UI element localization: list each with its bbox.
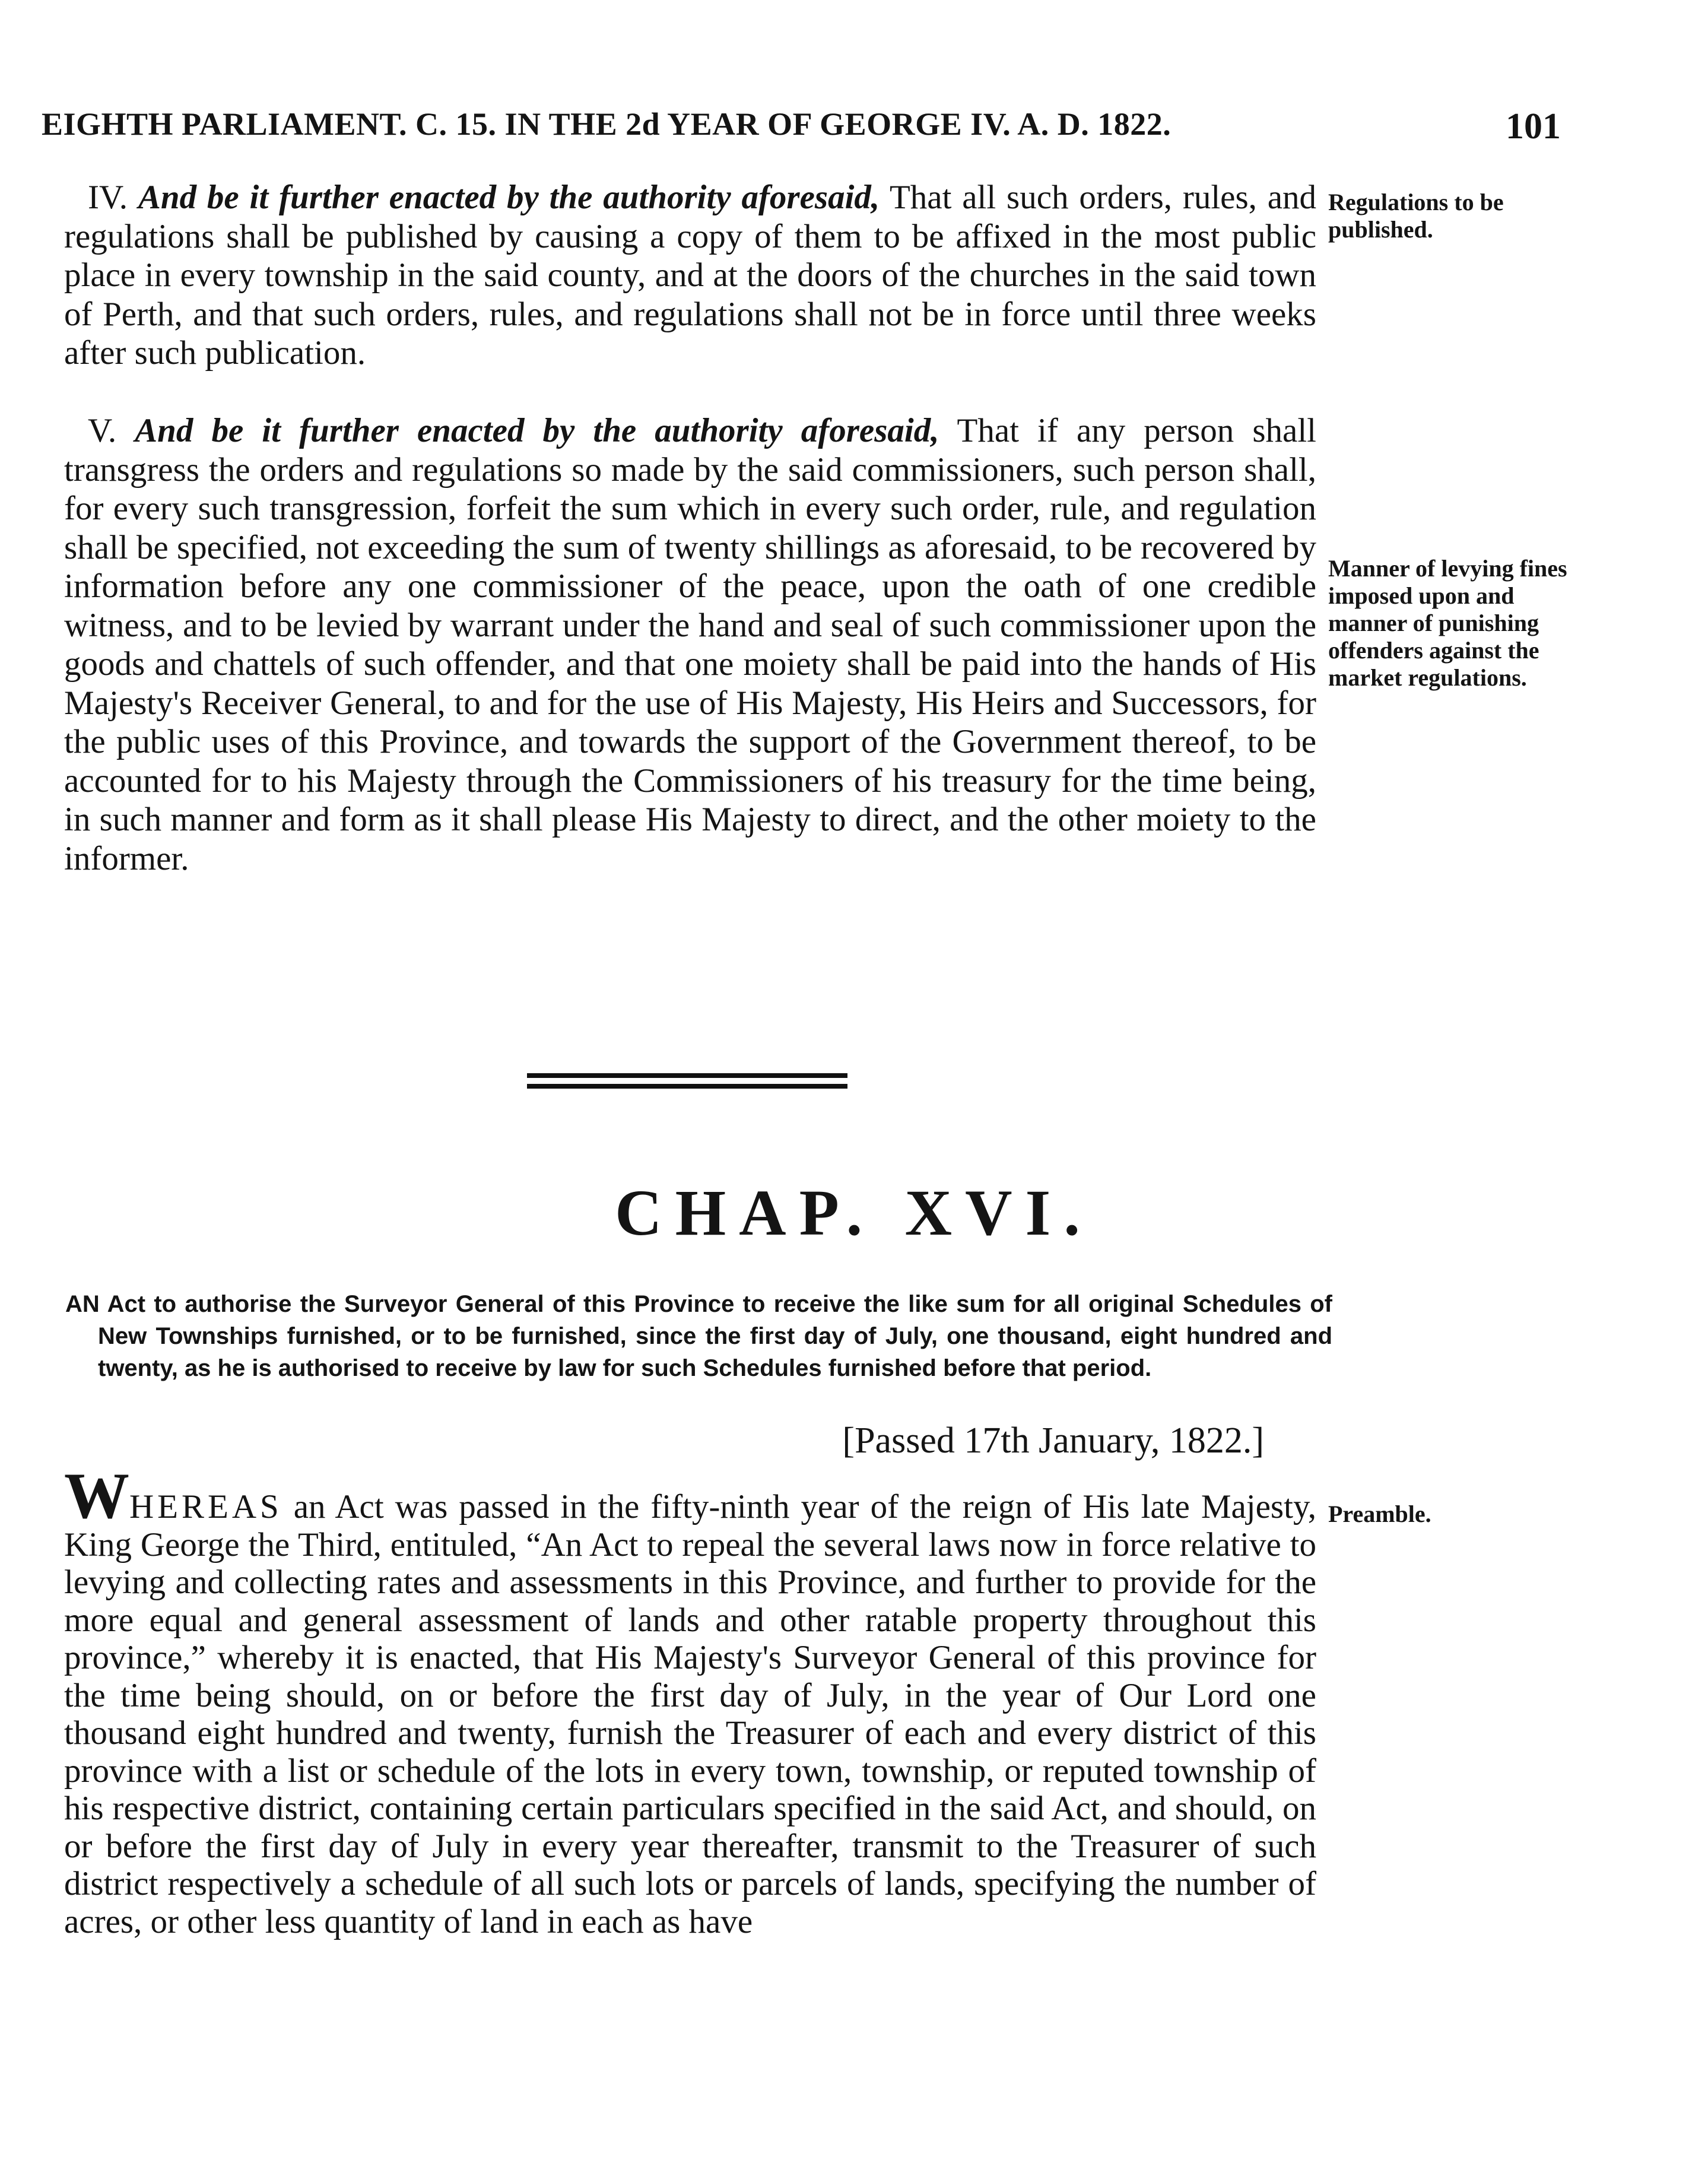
- page-number: 101: [1506, 106, 1561, 147]
- margin-note-regulations: Regulations to be published.: [1328, 189, 1504, 243]
- page-header: [42, 106, 1561, 153]
- drop-cap: W: [64, 1460, 129, 1532]
- section-divider-top: [527, 1073, 847, 1078]
- preamble-opening-word: HEREAS: [129, 1488, 282, 1526]
- chapter-heading: CHAP. XVI.: [615, 1176, 1093, 1249]
- margin-note-preamble: Preamble.: [1328, 1501, 1431, 1527]
- section-v-number: V.: [88, 412, 117, 449]
- margin-note-levying-fines: Manner of levying fines imposed upon and manner of punishing offenders against the market regulations.: [1328, 555, 1567, 691]
- preamble-body: an Act was passed in the fifty-ninth year of the reign of His late Majesty, King George the Third, entituled, “An Act to repeal the several laws now in force relative to levying and collecting rates and assessments in this Province, and further to provide for the more equal and general assessment of lands and other ratable property throughout this province,” whereby it is enacted, that His Majesty's Surveyor General of this province for the time being should, on or before the first day of July, in the year of Our Lord one thousand eight hundred and twenty, furnish the Treasurer of each and every district of this province with a list or schedule of the lots in every town, township, or reputed township of his respective district, containing certain particulars specified in the said Act, and should, on or before the first day of July in every year thereafter, transmit to the Treasurer of such district respectively a schedule of all such lots or parcels of lands, specifying the number of acres, or other less quantity of land in each as have: [64, 1488, 1317, 1940]
- act-title: AN Act to authorise the Surveyor General of this Province to receive the like sum for all original Schedules of New Townships furnished, or to be furnished, since the first day of July, one thousand, eight hundred and twenty, as he is authorised to receive by law for such Schedules furnished before that period.: [65, 1291, 1332, 1381]
- section-iv-enacting-clause: And be it further enacted by the authority aforesaid,: [138, 179, 880, 216]
- section-iv-number: IV.: [88, 179, 128, 216]
- section-iv: [64, 178, 1316, 373]
- running-head: EIGHTH PARLIAMENT. C. 15. IN THE 2d YEAR OF GEORGE IV. A. D. 1822.: [42, 106, 1172, 142]
- passed-date: [Passed 17th January, 1822.]: [842, 1420, 1264, 1461]
- preamble-text: [64, 1460, 1317, 1940]
- section-iv-text: That all such orders, rules, and regulations shall be published by causing a copy of them to be affixed in the most public place in every township in the said county, and at the doors of the churches in the said town of Perth, and that such orders, rules, and regulations shall not be in force until three weeks after such publication.: [64, 179, 1317, 372]
- section-v-enacting-clause: And be it further enacted by the authority aforesaid,: [135, 412, 939, 449]
- section-divider-bottom: [527, 1084, 847, 1089]
- section-v: [64, 411, 1316, 878]
- section-v-text: That if any person shall transgress the orders and regulations so made by the said commissioners, such person shall, for every such transgression, forfeit the sum which in every such order, rule, and regulation shall be specified, not exceeding the sum of twenty shillings as aforesaid, to be recovered by information before any one commissioner of the peace, upon the oath of one credible witness, and to be levied by warrant under the hand and seal of such commissioner upon the goods and chattels of such offender, and that one moiety shall be paid into the hands of His Majesty's Receiver General, to and for the use of His Majesty, His Heirs and Successors, for the public uses of this Province, and towards the support of the Government thereof, to be accounted for to his Majesty through the Commissioners of his treasury for the time being, in such manner and form as it shall please His Majesty to direct, and the other moiety to the informer.: [64, 412, 1316, 877]
